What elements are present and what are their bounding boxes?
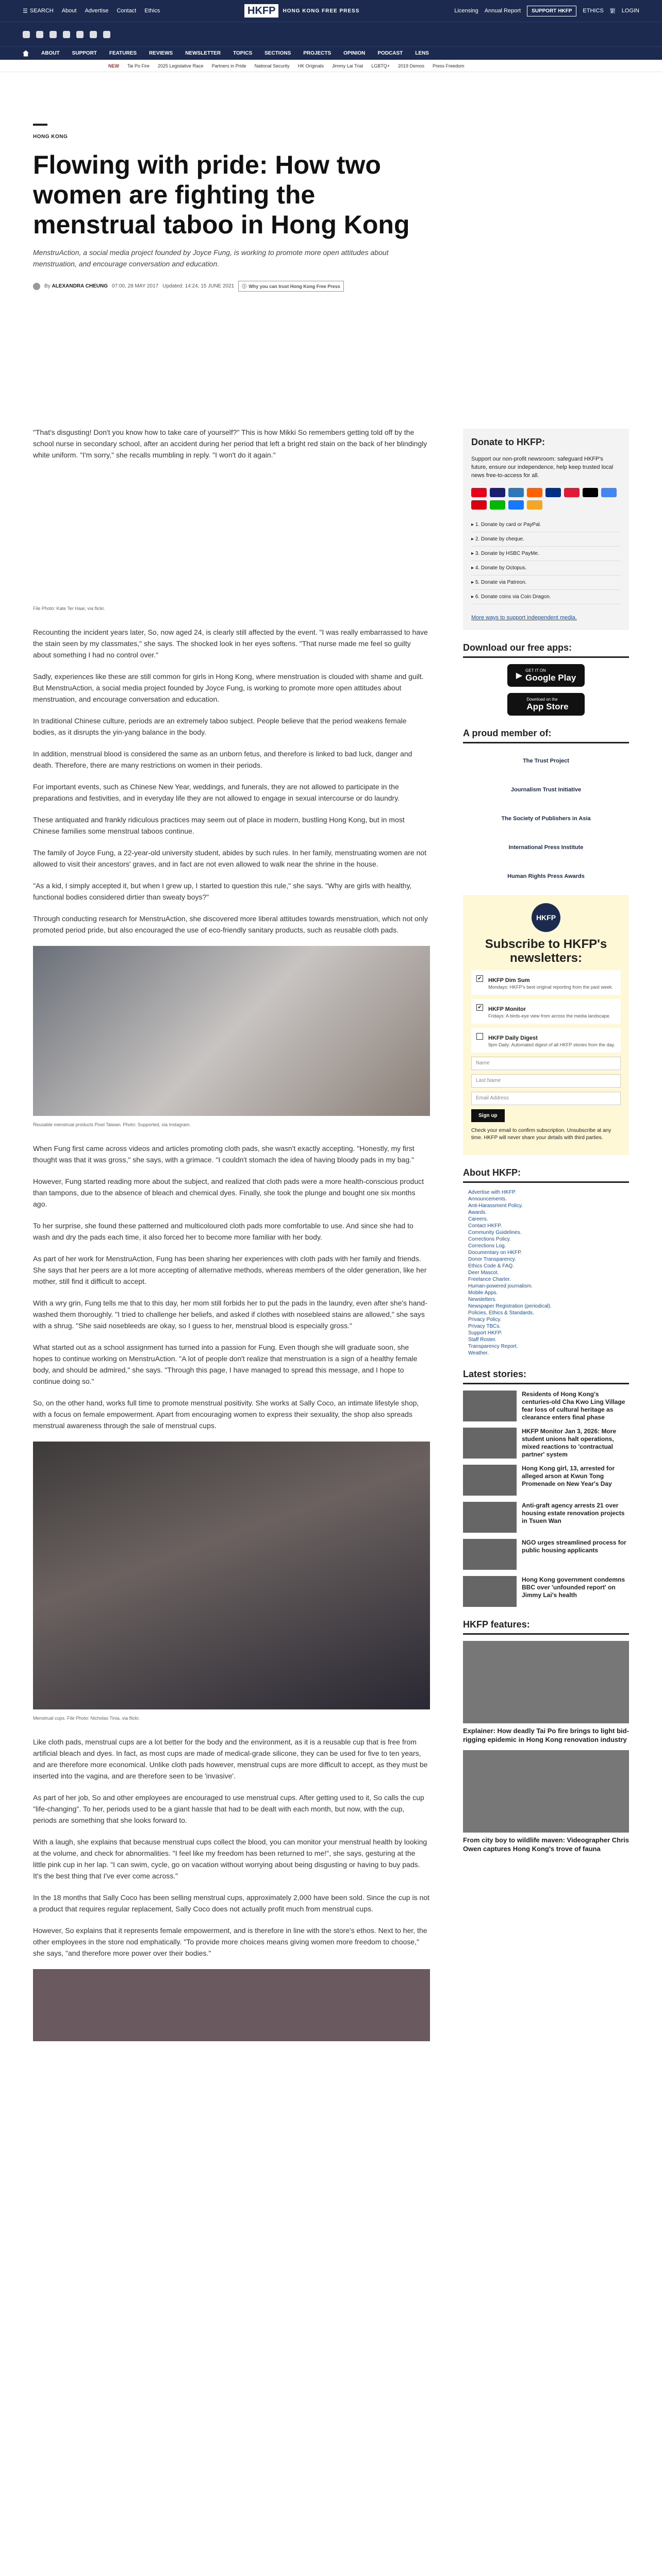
checkbox[interactable]: ✔ [476, 975, 483, 982]
visa-icon [490, 488, 505, 497]
story-thumbnail[interactable] [463, 1428, 517, 1459]
paragraph: However, So explains that it represents female empowerment, and is therefore in line with the store's ethos. Next to her, the other employees in the store nod emphatically. "To provide more choices means giving women more freedom to choose," she says, "and therefore more power over their bodies." [33, 1926, 427, 1957]
about-link[interactable]: Human-powered journalism. [468, 1283, 533, 1289]
about-link[interactable]: Weather. [468, 1350, 489, 1356]
paragraph: These antiquated and frankly ridiculous practices may seem out of place in modern, bustling Hong Kong, but in most Chinese families some menstrual taboos continue. [33, 816, 405, 835]
top-bar [0, 0, 662, 22]
trending-link[interactable]: Partners in Pride [211, 63, 246, 69]
trending-link[interactable]: 2019 Demos [398, 63, 424, 69]
paragraph: With a wry grin, Fung tells me that to this day, her mom still forbids her to put the pads in the laundry, even after she's hand-washed them thoroughly. "I tried to challenge her beliefs, and asked if clothes with nosebleed stains are allowed," she says with a shrug. "She said nosebleeds are okay, so I guess to her, menstrual blood is especially gross." [33, 1299, 427, 1330]
latest-story[interactable]: NGO urges streamlined process for public housing applicants [463, 1539, 629, 1570]
trending-link[interactable]: Press Freedom [432, 63, 465, 69]
unionpay-icon [564, 488, 580, 497]
nav-item[interactable]: NEWSLETTER [185, 50, 221, 56]
member-logo[interactable]: Journalism Trust Initiative [510, 787, 582, 793]
subscribe-title: Subscribe to HKFP's newsletters: [485, 937, 607, 965]
app-store-button[interactable]: Download on the App Store [507, 693, 585, 716]
latest-title: Latest stories: [463, 1369, 629, 1384]
more-ways-link[interactable]: More ways to support independent media. [471, 615, 577, 621]
new-badge: NEW [108, 63, 119, 69]
payme-icon [471, 500, 487, 510]
newsletter-option[interactable]: ✔ HKFP Dim Sum Mondays: HKFP's best original reporting from the past week. [471, 970, 621, 995]
signup-button[interactable]: Sign up [471, 1109, 505, 1122]
google-play-button[interactable]: ▶ GET IT ON Google Play [507, 664, 585, 687]
top-link[interactable]: Contact [117, 8, 137, 14]
info-icon: ⓘ [242, 284, 247, 289]
feature-story[interactable]: From city boy to wildlife maven: Videographer Chris Owen captures Hong Kong's trove of fauna [463, 1750, 629, 1853]
about-link[interactable]: Advertise with HKFP. [468, 1190, 517, 1195]
paragraph: As part of her work for MenstruAction, Fung has been sharing her experiences with cloth pads with her family and friends. She says that her peers are a lot more accepting of alternative methods, whereas members of the older generation, like her mother, still find it difficult to accept. [33, 1255, 427, 1285]
about-link[interactable]: Transparency Report. [468, 1344, 518, 1349]
nav-item[interactable]: PODCAST [377, 50, 403, 56]
paypal-icon [545, 488, 561, 497]
about-link[interactable]: Documentary on HKFP. [468, 1250, 522, 1256]
login-link[interactable]: LOGIN [621, 8, 639, 14]
member-logo[interactable]: Human Rights Press Awards [507, 873, 585, 879]
octopus-icon [527, 500, 542, 510]
article-image [33, 1969, 430, 2041]
trending-link[interactable]: LGBTQ+ [371, 63, 390, 69]
youtube-icon[interactable] [76, 31, 84, 38]
donate-option[interactable]: ▸ 3. Donate by HSBC PayMe. [471, 547, 621, 561]
paragraph: In traditional Chinese culture, periods are an extremely taboo subject. People believe that the period weakens female bodies, as it disrupts the yin-yang balance in the body. [33, 717, 407, 736]
image-caption: Reusable menstrual products Pixel Taiwan. Photo: Supported, via Instagram. [33, 1122, 191, 1127]
paragraph: Through conducting research for MenstruAction, she discovered more liberal attitudes towards menstruation, which not only promoted period pride, but also encouraged the use of eco-friendly sanitary products, such as reusable cloth pads. [33, 914, 428, 934]
paragraph: In addition, menstrual blood is considered the same as an unborn fetus, and therefore is linked to bad luck, danger and death. Therefore, there are many restrictions on women in their periods. [33, 750, 412, 769]
wechatpay-icon [490, 500, 505, 510]
article-image [33, 471, 430, 600]
nav-item[interactable]: TOPICS [233, 50, 253, 56]
feature-image[interactable] [463, 1750, 629, 1833]
story-thumbnail[interactable] [463, 1539, 517, 1570]
paragraph: "As a kid, I simply accepted it, but when I grew up, I started to question this rule," she says. "Why are girls with healthy, functional bodies considered dirtier than sweaty boys?" [33, 882, 412, 901]
nav-item[interactable]: REVIEWS [149, 50, 173, 56]
latest-story[interactable]: Anti-graft agency arrests 21 over housing estate renovation projects in Tsuen Wan [463, 1502, 629, 1533]
about-list [463, 1189, 629, 1357]
about-link[interactable]: Donor Transparency. [468, 1257, 516, 1262]
trending-link[interactable]: Jimmy Lai Trial [332, 63, 363, 69]
apps-title: Download our free apps: [463, 642, 629, 658]
about-link[interactable]: Support HKFP. [468, 1330, 502, 1336]
about-link[interactable]: Policies, Ethics & Standards. [468, 1310, 534, 1316]
newsletter-box [463, 895, 629, 1155]
site-logo[interactable] [244, 4, 359, 18]
article-image [33, 946, 430, 1116]
updated-date: Updated: 14:24, 15 JUNE 2021 [162, 283, 235, 289]
image-caption: Menstrual cups. File Photo: Nicholas Tinia, via flickr. [33, 1716, 140, 1721]
about-link[interactable]: Deer Mascot. [468, 1270, 499, 1276]
paragraph: As part of her job, So and other employees are encouraged to use menstrual cups. After getting used to it, So calls the cup "life-changing". To her, periods used to be a giant hassle that had to be dealt with each month, but now, with the cup, periods are something that she looks forward to. [33, 1793, 424, 1824]
byline: By ALEXANDRA CHEUNG 07:00, 28 MAY 2017 Updated: 14:24, 15 JUNE 2021 ⓘ Why you can trust Hong Kong Free Press [33, 281, 435, 292]
top-link[interactable]: About [61, 8, 77, 14]
about-link[interactable]: Freelance Charter. [468, 1277, 511, 1282]
story-thumbnail[interactable] [463, 1576, 517, 1607]
trending-bar [0, 60, 662, 72]
search-button[interactable]: ☰ SEARCH [23, 8, 54, 14]
paragraph: When Fung first came across videos and articles promoting cloth pads, she wasn't exactly accepting. "Honestly, my first thought was that it was gross," she says, with a grimace. "I couldn't stomach the idea of having bloody pads in my bag." [33, 1144, 415, 1164]
nav-item[interactable]: ABOUT [41, 50, 60, 56]
hkfp-logo: HKFP [532, 903, 560, 932]
paragraph: Recounting the incident years later, So, now aged 24, is clearly still affected by the event. "I was really embarrassed to have the stain seen by my classmates," she says. The shocked look in her eyes softens. "That nurse made me feel so guilty about something I had no control over." [33, 628, 428, 659]
subscribe-note: Check your email to confirm subscription. Unsubscribe at any time. HKFP will never share your details with third parties. [471, 1128, 611, 1141]
donate-option[interactable]: ▸ 6. Donate coins via Coin Dragon. [471, 590, 621, 604]
feature-story[interactable]: Explainer: How deadly Tai Po fire brings to light bid-rigging epidemic in Hong Kong renovation industry [463, 1641, 629, 1744]
top-link[interactable]: Ethics [144, 8, 160, 14]
play-icon: ▶ [516, 671, 523, 680]
googlepay-icon [601, 488, 617, 497]
member-logo[interactable]: The Trust Project [523, 758, 569, 764]
about-link[interactable]: Awards. [468, 1210, 487, 1215]
nav-item[interactable]: PROJECTS [303, 50, 332, 56]
paragraph: In the 18 months that Sally Coco has been selling menstrual cups, approximately 2,000 have been sold. Since the cup is not a product that requires regular replacement, Sally Coco does not actually profit much from menstrual cups. [33, 1893, 429, 1913]
about-link[interactable]: Newsletters. [468, 1297, 497, 1302]
divider [33, 124, 47, 126]
telegram-icon[interactable] [90, 31, 97, 38]
latest-story[interactable]: HKFP Monitor Jan 3, 2026: More student unions halt operations, mixed reactions to 'contractual partner' system [463, 1428, 629, 1459]
paragraph: What started out as a school assignment has turned into a passion for Fung. Even though she will graduate soon, she hopes to continue working on MenstruAction. "A lot of people don't realize that menstruation is a sign of a healthy female body, and should be admired," she says. "Through this page, I have managed to spread this message, and I hope to continue doing so." [33, 1343, 418, 1385]
threads-icon[interactable] [63, 31, 70, 38]
support-hkfp-button[interactable]: SUPPORT HKFP [527, 6, 576, 16]
author-name[interactable]: ALEXANDRA CHEUNG [52, 283, 108, 289]
trending-link[interactable]: Tai Po Fire [127, 63, 150, 69]
social-bar [0, 22, 662, 46]
donate-option[interactable]: ▸ 1. Donate by card or PayPal. [471, 518, 621, 532]
trending-link[interactable]: 2025 Legislative Race [158, 63, 204, 69]
paragraph: However, Fung started reading more about the subject, and realized that cloth pads were a more health-conscious product than tampons, due to the absence of bleach and chemical dyes. Finally, she took the plunge and bought one six months ago. [33, 1177, 424, 1208]
ethics-link[interactable]: ETHICS [583, 8, 604, 14]
donate-option[interactable]: ▸ 2. Donate by cheque. [471, 532, 621, 547]
email-input[interactable]: Email Address [471, 1092, 621, 1105]
paragraph: Sadly, experiences like these are still common for girls in Hong Kong, where menstruation is clouded with shame and guilt. But MenstruAction, a social media project founded by Joyce Fung, is working to promote more open attitudes about menstruation, and encourage conversation and education. [33, 672, 424, 703]
member-title: A proud member of: [463, 728, 629, 743]
feature-image[interactable] [463, 1641, 629, 1723]
checkbox[interactable] [476, 1033, 483, 1040]
donate-option[interactable]: ▸ 4. Donate by Octopus. [471, 561, 621, 575]
about-link[interactable]: Contact HKFP. [468, 1223, 502, 1229]
paragraph: "That's disgusting! Don't you know how to take care of yourself?" This is how Mikki So remembers getting told off by the school nurse in secondary school, after an accident during her period that left a bright red stain on the back of her blindingly white uniform. "I'm sorry," she recalls mumbling in reply. "I won't do it again." [33, 428, 427, 459]
paragraph: So, on the other hand, works full time to promote menstrual positivity. She works at Sally Coco, an intimate lifestyle shop, with a focus on female empowerment. Apart from encouraging women to express their sexuality, the shop also spreads menstrual awareness through the sale of menstrual cups. [33, 1399, 419, 1430]
article-title: Flowing with pride: How two women are fighting the menstrual taboo in Hong Kong [33, 150, 410, 239]
story-thumbnail[interactable] [463, 1391, 517, 1421]
about-title: About HKFP: [463, 1167, 629, 1183]
top-link[interactable]: Licensing [454, 8, 478, 14]
about-link[interactable]: Mobile Apps. [468, 1290, 498, 1296]
alipay-icon [508, 500, 524, 510]
latest-story[interactable]: Residents of Hong Kong's centuries-old Cha Kwo Ling Village fear loss of cultural heritage as clearance enters final phase [463, 1391, 629, 1421]
amex-icon [508, 488, 524, 497]
image-caption: File Photo: Kate Ter Haar, via flickr. [33, 606, 105, 611]
nav-item[interactable]: LENS [415, 50, 429, 56]
nav-item[interactable]: FEATURES [109, 50, 137, 56]
first-name-input[interactable]: Name [471, 1057, 621, 1070]
member-logo[interactable]: The Society of Publishers in Asia [501, 816, 591, 822]
paragraph: Like cloth pads, menstrual cups are a lot better for the body and the environment, as it is a reusable cup that is free from artificial bleach and dyes. In fact, as most cups are made of medical-grade silicone, they can be used for five to ten years, and are therefore more economical. Unlike cloth pads however, menstrual cups are more difficult to accept, as they must be inserted into the vagina, and are therefore seen to be 'invasive'. [33, 1738, 428, 1780]
mastercard-icon [471, 488, 487, 497]
author-avatar [33, 283, 40, 290]
about-link[interactable]: Corrections Policy. [468, 1236, 511, 1242]
about-link[interactable]: Careers. [468, 1216, 488, 1222]
donate-text: Support our non-profit newsroom: safeguard HKFP's future, ensure our independence, help keep trusted local news free-to-access for all. [471, 456, 614, 479]
paragraph: With a laugh, she explains that because menstrual cups collect the blood, you can monitor your menstrual health by looking at the volume, and check for abnormalities. "I feel like my freedom has been returned to me!", she says, gesturing at the little pink cup in her lap. "I can swim, cycle, go on vacation without worrying about being disgusting or having to buy pads. It's the best thing that I've ever come across." [33, 1838, 427, 1880]
article-header [33, 124, 435, 292]
story-thumbnail[interactable] [463, 1502, 517, 1533]
main-navigation [0, 46, 662, 60]
about-link[interactable]: Privacy Policy. [468, 1317, 502, 1323]
instagram-icon[interactable] [49, 31, 57, 38]
trust-button[interactable]: ⓘ Why you can trust Hong Kong Free Press [238, 281, 344, 292]
paragraph: The family of Joyce Fung, a 22-year-old university student, abides by such rules. In her family, menstruating women are not allowed to visit their ancestors' graves, and in fact are not even allowed to walk near the shrine in the house. [33, 849, 427, 868]
latest-story[interactable]: Hong Kong girl, 13, arrested for alleged arson at Kwun Tong Promenade on New Year's Day [463, 1465, 629, 1496]
x-icon[interactable] [36, 31, 43, 38]
about-link[interactable]: Announcements. [468, 1196, 507, 1202]
nav-item[interactable]: SUPPORT [72, 50, 97, 56]
nav-item[interactable]: SECTIONS [264, 50, 291, 56]
checkbox[interactable]: ✔ [476, 1004, 483, 1011]
newsletter-option[interactable]: HKFP Daily Digest 9pm Daily: Automated digest of all HKFP stories from the day. [471, 1028, 621, 1053]
about-link[interactable]: Anti-Harassment Policy. [468, 1203, 523, 1209]
top-link[interactable]: Advertise [85, 8, 109, 14]
about-link[interactable]: Staff Roster. [468, 1337, 496, 1343]
applepay-icon [583, 488, 598, 497]
trending-link[interactable]: National Security [254, 63, 290, 69]
latest-story[interactable]: Hong Kong government condemns BBC over 'unfounded report' on Jimmy Lai's health [463, 1576, 629, 1607]
article-lede: MenstruAction, a social media project founded by Joyce Fung, is working to promote more open attitudes about menstruation, and encourage conversation and education. [33, 248, 389, 268]
about-link[interactable]: Privacy TBCs. [468, 1324, 501, 1329]
about-link[interactable]: Community Guidelines. [468, 1230, 522, 1235]
paragraph: For important events, such as Chinese New Year, weddings, and funerals, they are not allowed to participate in the preparations and festivities, and in everyday life they are not allowed to engage in sexual intercourse or do laundry. [33, 783, 400, 802]
donate-title: Donate to HKFP: [471, 437, 545, 447]
article-image [33, 1442, 430, 1709]
nav-item[interactable]: OPINION [343, 50, 366, 56]
logo-text: HONG KONG FREE PRESS [283, 8, 360, 14]
article-body [33, 427, 430, 2044]
home-icon[interactable] [23, 50, 29, 57]
member-logo[interactable]: International Press Institute [508, 844, 584, 851]
about-link[interactable]: Corrections Log. [468, 1243, 506, 1249]
trending-link[interactable]: HK Originals [297, 63, 324, 69]
email-icon[interactable] [103, 31, 110, 38]
paragraph: To her surprise, she found these patterned and multicoloured cloth pads more comfortable to use. And since she had to wash and dry the pads each time, it also forced her to become more familiar with her body. [33, 1222, 413, 1241]
language-toggle[interactable]: 繁 [609, 8, 616, 14]
last-name-input[interactable]: Last Name [471, 1074, 621, 1088]
about-link[interactable]: Ethics Code & FAQ. [468, 1263, 514, 1269]
newsletter-option[interactable]: ✔ HKFP Monitor Fridays: A birds-eye view from across the media landscape. [471, 999, 621, 1024]
discover-icon [527, 488, 542, 497]
sidebar [463, 429, 629, 1859]
category-label[interactable]: HONG KONG [33, 134, 68, 140]
donate-box [463, 429, 629, 630]
donate-option[interactable]: ▸ 5. Donate via Patreon. [471, 575, 621, 590]
features-title: HKFP features: [463, 1619, 629, 1635]
about-link[interactable]: Newspaper Registration (periodical). [468, 1303, 552, 1309]
top-link[interactable]: Annual Report [484, 8, 521, 14]
logo-mark: HKFP [244, 4, 278, 18]
facebook-icon[interactable] [23, 31, 30, 38]
publish-date: 07:00, 28 MAY 2017 [111, 283, 159, 289]
payment-icons [471, 488, 621, 510]
story-thumbnail[interactable] [463, 1465, 517, 1496]
